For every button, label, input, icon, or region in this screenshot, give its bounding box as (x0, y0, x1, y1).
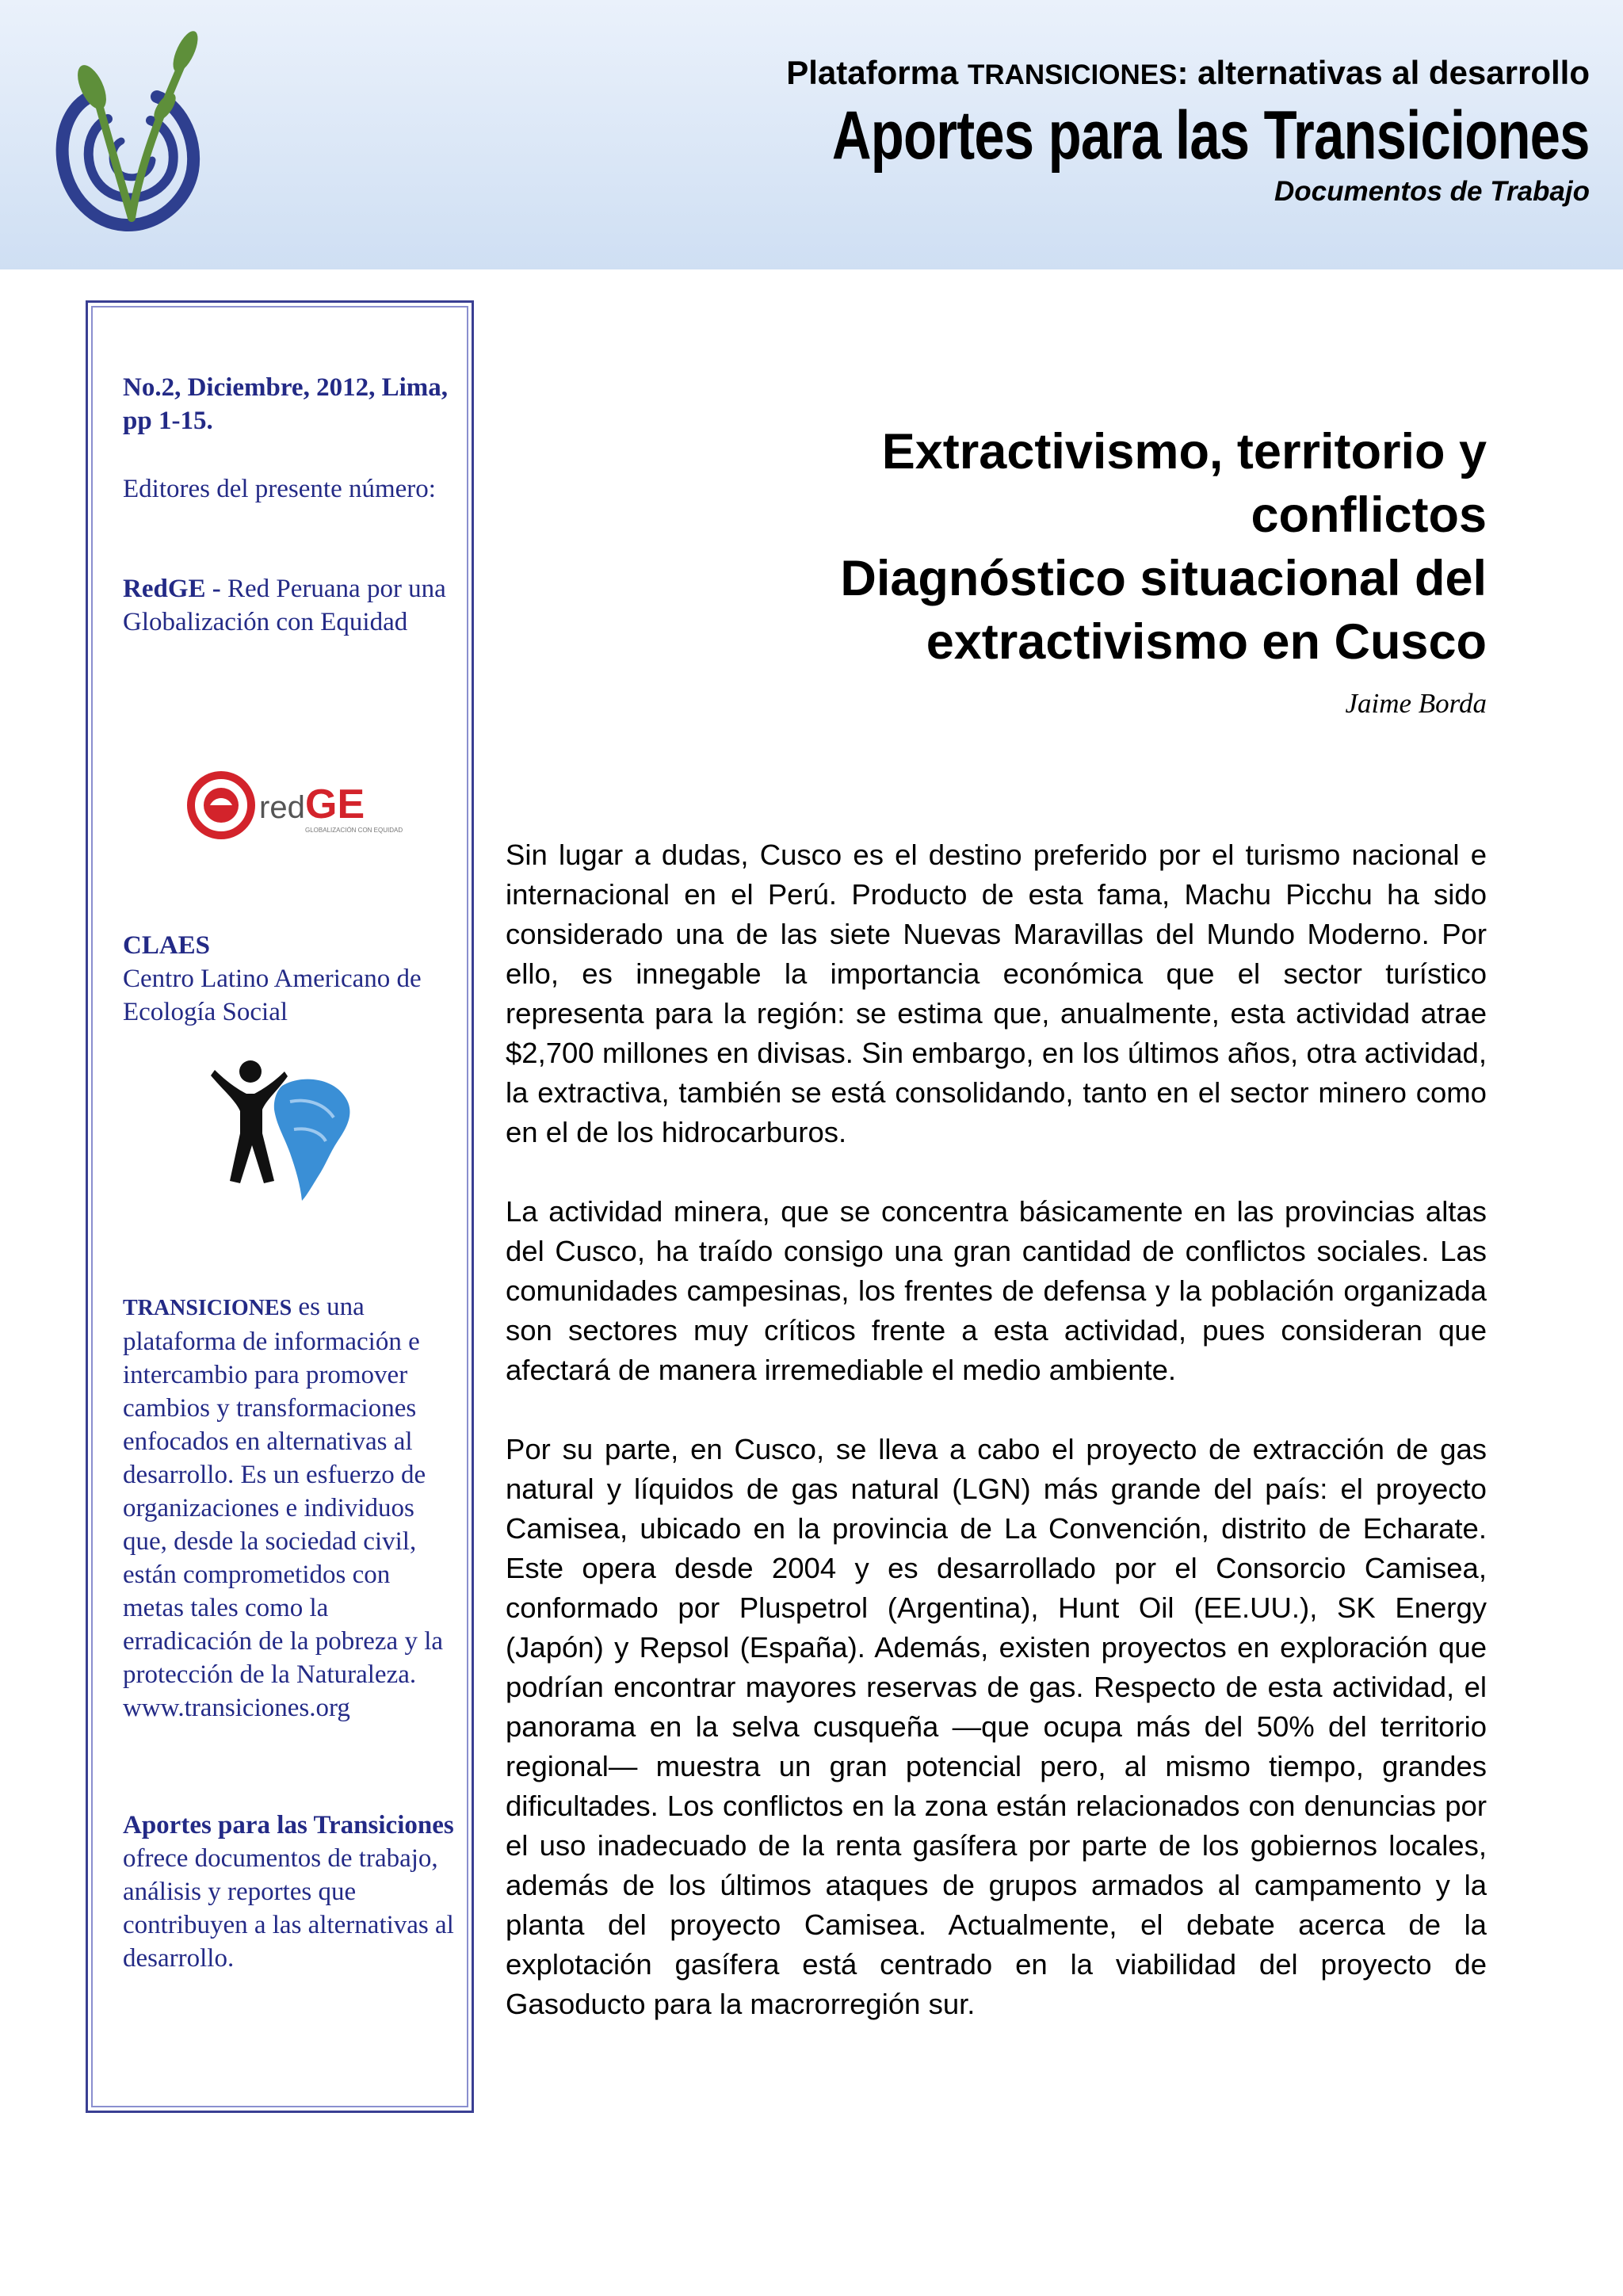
redge-logo-text: red (259, 790, 305, 825)
series-subtitle: Documentos de Trabajo (1274, 176, 1590, 207)
aportes-entry (123, 1809, 456, 1975)
redge-desc: Red Peruana por una Globalización con Equidad (123, 575, 446, 636)
redge-logo-icon (186, 766, 403, 845)
issue-text: No.2, Diciembre, 2012, Lima, pp 1-15. (123, 373, 449, 435)
claes-logo-icon (207, 1054, 365, 1205)
aportes-name: Aportes para las Transiciones (123, 1811, 454, 1839)
paragraph-1: Sin lugar a dudas, Cusco es el destino preferido por el turismo nacional e internacional en el Perú. Producto de esta fama, Machu Picchu ha sido considerado una de las siete Nuevas Maravillas del Mundo Moderno. Por ello, es innegable la importancia económica que el sector turístico representa para la región: se estima que, anualmente, esta actividad atrae $2,700 millones en divisas. Sin embargo, en los últimos años, otra actividad, la extractiva, también se está consolidando, tanto en el sector minero como en el de los hidrocarburos. (506, 839, 1487, 1148)
editors-label: Editores del presente número: (123, 475, 436, 503)
claes-name: CLAES (123, 931, 211, 960)
title-line-3: Diagnóstico situacional del (840, 551, 1487, 606)
transiciones-entry (123, 1290, 456, 1725)
paragraph-2: La actividad minera, que se concentra básicamente en las provincias altas del Cusco, ha traído consigo una gran cantidad de conflictos sociales. Las comunidades campesinas, los frentes de defensa y la población organizada son sectores muy críticos frente a esta actividad, pues consideran que afectará de manera irremediable el medio ambiente. (506, 1195, 1487, 1386)
article-body (506, 835, 1487, 2064)
article-author: Jaime Borda (1345, 688, 1487, 719)
redge-entry (123, 572, 456, 639)
transiciones-name: TRANSICIONES (123, 1296, 292, 1320)
platform-caps: TRANSICIONES (967, 59, 1178, 90)
claes-entry (123, 929, 456, 1029)
redge-name: RedGE - (123, 575, 221, 603)
redge-logo-tagline: GLOBALIZACIÓN CON EQUIDAD (305, 827, 403, 834)
issue-info (123, 371, 456, 437)
title-line-4: extractivismo en Cusco (926, 614, 1487, 670)
sidebar-box (86, 300, 474, 2113)
article-title (694, 420, 1487, 674)
paragraph-3: Por su parte, en Cusco, se lleva a cabo el proyecto de extracción de gas natural y líquidos de gas natural (LGN) más grande del país: el proyecto Camisea, ubicado en la provincia de La Convención, distrito de Echarate. Este opera desde 2004 y es desarrollado por el Consorcio Camisea, conformado por Pluspetrol (Argentina), Hunt Oil (EE.UU.), SK Energy (Japón) y Repsol (España). Además, existen proyectos en exploración que podrían encontrar mayores reservas de gas. Respecto de esta actividad, el panorama en la selva cusqueña —que ocupa más del 50% del territorio regional— muestra un gran potencial pero, al mismo tiempo, grandes dificultades. Los conflictos en la zona están relacionados con denuncias por el uso inadecuado de la renta gasífera por parte de los gobiernos locales, además de los últimos ataques de grupos armados al campamento y la planta del proyecto Camisea. Actualmente, el debate acerca de la explotación gasífera está centrado en la viabilidad del proyecto de Gasoducto para la macrorregión sur. (506, 1433, 1487, 2020)
platform-prefix: Plataforma (786, 54, 968, 91)
title-line-2: conflictos (1251, 487, 1487, 543)
transiciones-logo-icon (46, 24, 204, 238)
claes-desc: Centro Latino Americano de Ecología Social (123, 965, 422, 1026)
title-line-1: Extractivismo, territorio y (881, 424, 1487, 479)
header-band (0, 0, 1623, 269)
redge-logo-text-bold: GE (305, 781, 365, 827)
platform-suffix: : alternativas al desarrollo (1177, 54, 1590, 91)
transiciones-desc: es una plataforma de información e intercambio para promover cambios y transformaciones enfocados en alternativas al desarrollo. Es un esfuerzo de organizaciones e individuos que, desde la sociedad civil, están comprometidos con metas tales como la erradicación de la pobreza y la protección de la Naturaleza. www.transiciones.org (123, 1293, 444, 1722)
aportes-desc: ofrece documentos de trabajo, análisis y reportes que contribuyen a las alternativas al desarrollo. (123, 1844, 454, 1973)
platform-line (786, 54, 1590, 92)
series-title: Aportes para las Transiciones (832, 97, 1590, 174)
